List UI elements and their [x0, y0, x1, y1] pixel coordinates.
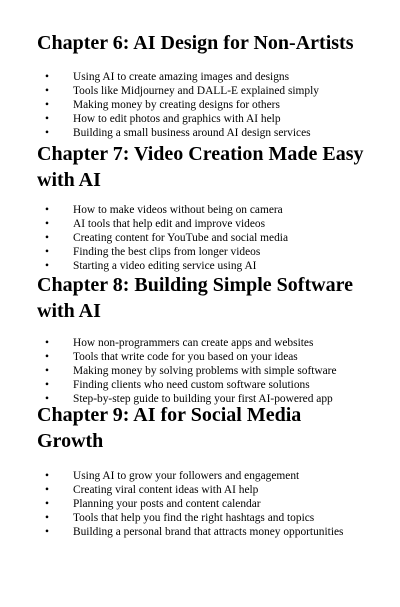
bullet-icon: • — [45, 246, 49, 258]
list-item: • Building a small business around AI design services — [45, 127, 311, 139]
bullet-icon: • — [45, 218, 49, 230]
chapter-6-section — [0, 30, 400, 140]
list-item: • How to make videos without being on camera — [45, 204, 283, 216]
chapter-6-heading: Chapter 6: AI Design for Non-Artists — [37, 32, 354, 54]
list-item: • Making money by solving problems with simple software — [45, 365, 337, 377]
bullet-icon: • — [45, 260, 49, 272]
bullet-icon: • — [45, 379, 49, 391]
list-item: • How to edit photos and graphics with AI help — [45, 113, 281, 125]
list-item: • Tools that write code for you based on your ideas — [45, 351, 298, 363]
bullet-icon: • — [45, 232, 49, 244]
list-item: • Using AI to create amazing images and designs — [45, 71, 290, 83]
chapter-7-section — [0, 141, 400, 273]
bullet-icon: • — [45, 393, 49, 405]
bullet-icon: • — [45, 113, 49, 125]
chapter-7-heading: Chapter 7: Video Creation Made Easy with AI — [37, 143, 364, 191]
bullet-icon: • — [45, 512, 49, 524]
bullet-icon: • — [45, 498, 49, 510]
chapter-7-bullet-list — [0, 203, 400, 273]
chapter-9-bullet-list — [0, 469, 400, 539]
bullet-icon: • — [45, 365, 49, 377]
bullet-icon: • — [45, 85, 49, 97]
bullet-icon: • — [45, 351, 49, 363]
list-item: • Making money by creating designs for others — [45, 99, 280, 111]
chapter-8-heading: Chapter 8: Building Simple Software with AI — [37, 274, 353, 322]
chapter-6-bullet-list — [0, 70, 400, 140]
bullet-icon: • — [45, 204, 49, 216]
bullet-icon: • — [45, 526, 49, 538]
list-item: • Finding clients who need custom software solutions — [45, 379, 310, 391]
bullet-icon: • — [45, 71, 49, 83]
bullet-icon: • — [45, 99, 49, 111]
chapter-9-section — [0, 402, 400, 539]
list-item: • Creating content for YouTube and social media — [45, 232, 289, 244]
bullet-icon: • — [45, 337, 49, 349]
chapter-8-section — [0, 272, 400, 406]
list-item: • Building a personal brand that attracts money opportunities — [45, 526, 344, 538]
bullet-icon: • — [45, 484, 49, 496]
list-item: • Planning your posts and content calendar — [45, 498, 261, 510]
list-item: • How non-programmers can create apps and websites — [45, 337, 314, 349]
bullet-icon: • — [45, 127, 49, 139]
chapter-9-heading: Chapter 9: AI for Social Media Growth — [37, 404, 302, 452]
bullet-icon: • — [45, 470, 49, 482]
list-item: • Step-by-step guide to building your first AI-powered app — [45, 393, 333, 405]
chapter-8-bullet-list — [0, 336, 400, 406]
list-item: • AI tools that help edit and improve videos — [45, 218, 266, 230]
list-item: • Using AI to grow your followers and engagement — [45, 470, 300, 482]
list-item: • Starting a video editing service using AI — [45, 260, 257, 272]
list-item: • Tools that help you find the right hashtags and topics — [45, 512, 315, 524]
list-item: • Tools like Midjourney and DALL-E explained simply — [45, 85, 319, 97]
list-item: • Finding the best clips from longer videos — [45, 246, 261, 258]
list-item: • Creating viral content ideas with AI help — [45, 484, 259, 496]
